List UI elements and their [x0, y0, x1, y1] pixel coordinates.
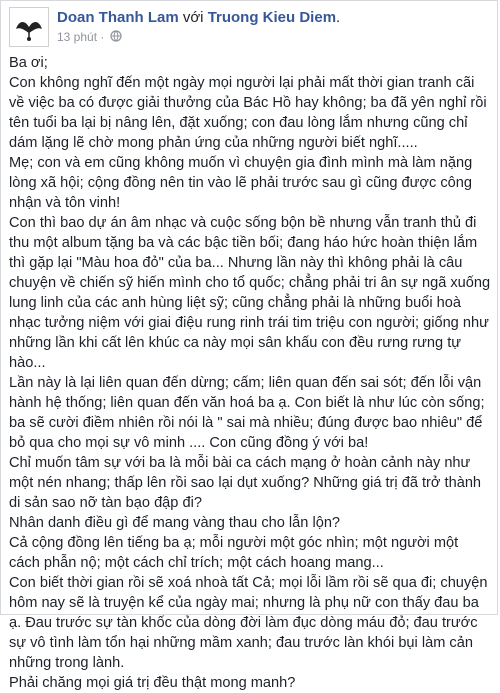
globe-icon[interactable]: [110, 30, 122, 42]
post-paragraph: Cả cộng đồng lên tiếng ba ạ; mỗi người một góc nhìn; một người một cách phẫn nộ; một cách chỉ trích; một cách hoang mang...: [9, 535, 459, 571]
avatar-image: [10, 8, 48, 46]
post-timestamp[interactable]: 13 phút: [57, 30, 98, 44]
meta-separator: ·: [100, 30, 105, 44]
post-paragraph: Con không nghĩ đến một ngày mọi người lại phải mất thời gian tranh cãi về việc ba có được giải thưởng của Bác Hồ hay không; ba đã yên nghỉ rồi tên tuổi ba lại bị nâng lên, đặt xuống; con đau lòng lắm nhưng cũng chỉ dám lặng lẽ chờ mong phản ứng của những người biết nghĩ.....: [9, 75, 487, 151]
post-meta: [57, 30, 122, 44]
post-paragraph: Mẹ; con và em cũng không muốn vì chuyện gia đình mình mà làm nặng lòng xã hội; cộng đồng nên tin vào lẽ phải trước sau gì cũng được công nhận và tôn vinh!: [9, 155, 473, 211]
post-paragraph: Ba ơi;: [9, 55, 48, 71]
post-paragraph: Lần này là lại liên quan đến dừng; cấm; liên quan đến sai sót; đến lỗi vận hành hệ thống; liên quan đến văn hoá ba ạ. Con biết là như lúc còn sống; ba sẽ cười điềm nhiên rồi nói là " sai mà nhiều; đúng được bao nhiêu" để bỏ qua cho mọi sự vô minh .... Con cũng đồng ý với ba!: [9, 375, 485, 451]
author-avatar[interactable]: [9, 7, 49, 47]
tagged-period: .: [336, 9, 341, 26]
post-paragraph: Nhân danh điều gì để mang vàng thau cho lẫn lộn?: [9, 515, 341, 531]
post-header: [9, 7, 489, 47]
post-paragraph: Phải chăng mọi giá trị đều thật mong manh?: [9, 675, 296, 691]
tagged-user-link[interactable]: Truong Kieu Diem: [207, 9, 337, 26]
author-line: [57, 9, 340, 26]
with-label: với: [182, 9, 204, 26]
post-body: [9, 53, 493, 693]
post-paragraph: Con thì bao dự án âm nhạc và cuộc sống bộn bề nhưng vẫn tranh thủ đi thu một album tặng ba và các bậc tiền bối; đang háo hức hoàn thiện lắm thì gặp lại "Màu hoa đỏ" của ba... Nhưng lần này thì không phải là câu chuyện về chiến sỹ hiến mình cho tổ quốc; chẳng phải tri ân sự ngã xuống lung linh của các anh hùng liệt sỹ; cũng chẳng phải là những buổi hoà nhạc tưởng niệm với giai điệu rung rinh trái tim triệu con người; giống như những lần khi cất lên khúc ca này mọi sân khấu con đều rưng rưng tự hào...: [9, 215, 491, 371]
author-name-link[interactable]: Doan Thanh Lam: [57, 9, 179, 26]
post-paragraph: Con biết thời gian rồi sẽ xoá nhoà tất Cả; mọi lỗi lầm rồi sẽ qua đi; chuyện hôm nay sẽ là truyện kể của ngày mai; nhưng là phụ nữ con thấy đau ba ạ. Đau trước sự tàn khốc của dòng đời làm đục dòng máu đỏ; đau trước sự vô tình làm tổn hại những mầm xanh; đau trước làn khói bụi làm cản những trong lành.: [9, 575, 488, 671]
post-paragraph: Chỉ muốn tâm sự với ba là mỗi bài ca cách mạng ở hoàn cảnh này như một nén nhang; thấp lên rồi sao lại dụt xuống? Những giá trị đã trở thành di sản sao nỡ tàn bạo đập đi?: [9, 455, 482, 511]
